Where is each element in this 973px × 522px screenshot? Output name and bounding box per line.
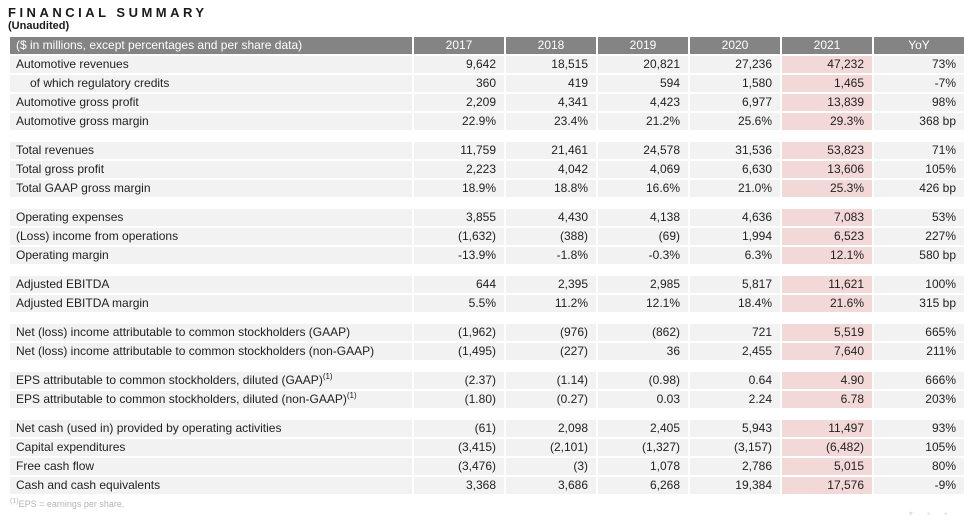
cell-2018: 4,042 <box>506 161 596 178</box>
cell-2018: (2,101) <box>506 439 596 456</box>
row-label-text: Net (loss) income attributable to common stockholders (non-GAAP) <box>16 344 375 358</box>
cell-2020: 5,943 <box>690 420 780 437</box>
row-label <box>10 372 412 389</box>
row-label <box>10 439 412 456</box>
cell-2020: 6,630 <box>690 161 780 178</box>
cell-2018: 419 <box>506 75 596 92</box>
table-row <box>10 477 964 494</box>
cell-yoy: 426 bp <box>874 180 964 197</box>
cell-2018: (227) <box>506 343 596 360</box>
table-row <box>10 247 964 264</box>
cell-2020: 1,994 <box>690 228 780 245</box>
row-label-text: Adjusted EBITDA <box>16 277 110 291</box>
section-spacer <box>10 199 964 207</box>
cell-2020: 4,636 <box>690 209 780 226</box>
cell-2020: 2,786 <box>690 458 780 475</box>
cell-2019: 594 <box>598 75 688 92</box>
table-row <box>10 161 964 178</box>
row-label-superscript: (1) <box>322 372 333 381</box>
cell-2019: 4,423 <box>598 94 688 111</box>
cell-2018: 11.2% <box>506 295 596 312</box>
cell-yoy: 71% <box>874 142 964 159</box>
cell-2020: 6,977 <box>690 94 780 111</box>
section-spacer-cell <box>10 314 964 322</box>
row-label <box>10 477 412 494</box>
table-row <box>10 228 964 245</box>
cell-2017: 3,368 <box>414 477 504 494</box>
cell-2019: 2,985 <box>598 276 688 293</box>
row-label-text: Operating expenses <box>16 210 124 224</box>
cell-yoy: 665% <box>874 324 964 341</box>
cell-2020: 27,236 <box>690 56 780 73</box>
table-row <box>10 343 964 360</box>
cell-2021: 13,606 <box>782 161 872 178</box>
cell-2020: 0.64 <box>690 372 780 389</box>
cell-2020: (3,157) <box>690 439 780 456</box>
cell-2017: 644 <box>414 276 504 293</box>
row-label-text: Capital expenditures <box>16 440 126 454</box>
table-row <box>10 420 964 437</box>
cell-2017: (1.80) <box>414 391 504 408</box>
row-label <box>10 56 412 73</box>
cell-2020: 1,580 <box>690 75 780 92</box>
row-label <box>10 343 412 360</box>
row-label <box>10 391 412 408</box>
row-label <box>10 94 412 111</box>
cell-2017: 5.5% <box>414 295 504 312</box>
row-label <box>10 228 412 245</box>
cell-yoy: 211% <box>874 343 964 360</box>
section-spacer-cell <box>10 199 964 207</box>
cell-2017: (2.37) <box>414 372 504 389</box>
row-label <box>10 180 412 197</box>
cell-2017: 22.9% <box>414 113 504 130</box>
cell-2017: 18.9% <box>414 180 504 197</box>
cell-2020: 25.6% <box>690 113 780 130</box>
section-spacer-cell <box>10 132 964 140</box>
cell-2017: 360 <box>414 75 504 92</box>
table-row <box>10 324 964 341</box>
cell-2018: 18.8% <box>506 180 596 197</box>
column-header-2018: 2018 <box>506 37 596 54</box>
cell-2018: (388) <box>506 228 596 245</box>
cell-2018: 4,430 <box>506 209 596 226</box>
cell-2021: 25.3% <box>782 180 872 197</box>
cell-yoy: 315 bp <box>874 295 964 312</box>
section-spacer-cell <box>10 266 964 274</box>
row-label-text: Automotive revenues <box>16 57 129 71</box>
cell-2018: 2,395 <box>506 276 596 293</box>
cell-2021: 12.1% <box>782 247 872 264</box>
cell-2017: (1,962) <box>414 324 504 341</box>
cell-2018: (0.27) <box>506 391 596 408</box>
cell-2019: 0.03 <box>598 391 688 408</box>
row-label-text: Automotive gross profit <box>16 95 139 109</box>
column-header-2017: 2017 <box>414 37 504 54</box>
row-label-text: Total gross profit <box>16 162 105 176</box>
cell-yoy: 98% <box>874 94 964 111</box>
cell-2017: 9,642 <box>414 56 504 73</box>
row-label-text: Operating margin <box>16 248 109 262</box>
cell-2019: 4,069 <box>598 161 688 178</box>
cell-2021: 13,839 <box>782 94 872 111</box>
pager-icons: ▾ ▪ ▪ <box>908 509 953 518</box>
cell-yoy: 580 bp <box>874 247 964 264</box>
cell-2021: 4.90 <box>782 372 872 389</box>
row-label-text: Net (loss) income attributable to common stockholders (GAAP) <box>16 325 351 339</box>
cell-2017: -13.9% <box>414 247 504 264</box>
cell-2017: 2,209 <box>414 94 504 111</box>
cell-2018: 2,098 <box>506 420 596 437</box>
cell-2018: (976) <box>506 324 596 341</box>
cell-2021: 6,523 <box>782 228 872 245</box>
footnote-text: EPS = earnings per share. <box>18 499 125 509</box>
cell-2020: 2.24 <box>690 391 780 408</box>
row-label-text: Total GAAP gross margin <box>16 181 151 195</box>
row-label <box>10 295 412 312</box>
cell-2021: 7,083 <box>782 209 872 226</box>
section-spacer <box>10 266 964 274</box>
cell-yoy: 368 bp <box>874 113 964 130</box>
row-label-text: Free cash flow <box>16 459 95 473</box>
cell-2020: 5,817 <box>690 276 780 293</box>
cell-2021: 6.78 <box>782 391 872 408</box>
cell-2018: 4,341 <box>506 94 596 111</box>
section-spacer <box>10 132 964 140</box>
financial-summary-table <box>8 35 966 496</box>
cell-2021: 1,465 <box>782 75 872 92</box>
cell-yoy: -7% <box>874 75 964 92</box>
column-header-2019: 2019 <box>598 37 688 54</box>
section-spacer <box>10 314 964 322</box>
cell-2021: 29.3% <box>782 113 872 130</box>
cell-2018: 23.4% <box>506 113 596 130</box>
cell-2021: 11,497 <box>782 420 872 437</box>
cell-2017: (61) <box>414 420 504 437</box>
cell-2019: 16.6% <box>598 180 688 197</box>
cell-2020: 31,536 <box>690 142 780 159</box>
cell-2021: 7,640 <box>782 343 872 360</box>
cell-2020: 2,455 <box>690 343 780 360</box>
cell-yoy: 666% <box>874 372 964 389</box>
cell-2019: -0.3% <box>598 247 688 264</box>
cell-2021: 53,823 <box>782 142 872 159</box>
cell-2017: (1,495) <box>414 343 504 360</box>
cell-2019: 36 <box>598 343 688 360</box>
cell-2021: 11,621 <box>782 276 872 293</box>
cell-yoy: 105% <box>874 439 964 456</box>
cell-2019: (862) <box>598 324 688 341</box>
cell-2018: (1.14) <box>506 372 596 389</box>
cell-2018: -1.8% <box>506 247 596 264</box>
row-label <box>10 420 412 437</box>
cell-2017: (3,476) <box>414 458 504 475</box>
cell-2021: (6,482) <box>782 439 872 456</box>
table-row <box>10 209 964 226</box>
row-label-text: Automotive gross margin <box>16 114 149 128</box>
cell-2018: 3,686 <box>506 477 596 494</box>
cell-yoy: 73% <box>874 56 964 73</box>
cell-2019: 21.2% <box>598 113 688 130</box>
table-row <box>10 458 964 475</box>
row-label <box>10 75 412 92</box>
table-row <box>10 56 964 73</box>
table-row <box>10 75 964 92</box>
table-row <box>10 372 964 389</box>
table-row <box>10 180 964 197</box>
row-label-text: EPS attributable to common stockholders, diluted (non-GAAP) <box>16 392 347 406</box>
cell-2018: 21,461 <box>506 142 596 159</box>
table-row <box>10 391 964 408</box>
row-label-text: Adjusted EBITDA margin <box>16 296 149 310</box>
cell-2021: 17,576 <box>782 477 872 494</box>
cell-2019: 12.1% <box>598 295 688 312</box>
page-subtitle: (Unaudited) <box>8 20 70 32</box>
table-header-row <box>10 37 964 54</box>
row-label <box>10 142 412 159</box>
cell-2018: 18,515 <box>506 56 596 73</box>
row-label-superscript: (1) <box>346 391 357 400</box>
cell-yoy: -9% <box>874 477 964 494</box>
cell-2021: 21.6% <box>782 295 872 312</box>
cell-yoy: 227% <box>874 228 964 245</box>
row-label-text: EPS attributable to common stockholders, diluted (GAAP) <box>16 373 323 387</box>
cell-2017: 3,855 <box>414 209 504 226</box>
row-label <box>10 113 412 130</box>
cell-2018: (3) <box>506 458 596 475</box>
column-header-2021: 2021 <box>782 37 872 54</box>
cell-2020: 19,384 <box>690 477 780 494</box>
cell-2017: (3,415) <box>414 439 504 456</box>
table-row <box>10 113 964 130</box>
table-row <box>10 94 964 111</box>
row-label-text: Net cash (used in) provided by operating activities <box>16 421 282 435</box>
cell-2020: 18.4% <box>690 295 780 312</box>
cell-yoy: 93% <box>874 420 964 437</box>
row-label <box>10 324 412 341</box>
table-row <box>10 295 964 312</box>
footnote-superscript: (1) <box>10 498 19 505</box>
row-label-text: Cash and cash equivalents <box>16 478 161 492</box>
table-header-label: ($ in millions, except percentages and per share data) <box>10 37 412 54</box>
cell-yoy: 105% <box>874 161 964 178</box>
table-row <box>10 142 964 159</box>
cell-2017: 11,759 <box>414 142 504 159</box>
cell-2019: 2,405 <box>598 420 688 437</box>
cell-2019: 24,578 <box>598 142 688 159</box>
cell-2019: 20,821 <box>598 56 688 73</box>
cell-yoy: 53% <box>874 209 964 226</box>
row-label <box>10 276 412 293</box>
footnote <box>10 499 966 509</box>
table-row <box>10 276 964 293</box>
column-header-yoy: YoY <box>874 37 964 54</box>
row-label-text: Total revenues <box>16 143 95 157</box>
section-spacer-cell <box>10 362 964 370</box>
row-label <box>10 247 412 264</box>
cell-2020: 21.0% <box>690 180 780 197</box>
cell-yoy: 203% <box>874 391 964 408</box>
cell-2021: 5,519 <box>782 324 872 341</box>
row-label <box>10 161 412 178</box>
cell-yoy: 100% <box>874 276 964 293</box>
section-spacer <box>10 410 964 418</box>
page-title: FINANCIAL SUMMARY <box>8 5 208 20</box>
cell-2019: 1,078 <box>598 458 688 475</box>
cell-2019: (1,327) <box>598 439 688 456</box>
cell-yoy: 80% <box>874 458 964 475</box>
cell-2019: 4,138 <box>598 209 688 226</box>
cell-2020: 721 <box>690 324 780 341</box>
section-spacer-cell <box>10 410 964 418</box>
cell-2017: 2,223 <box>414 161 504 178</box>
cell-2020: 6.3% <box>690 247 780 264</box>
column-header-2020: 2020 <box>690 37 780 54</box>
section-spacer <box>10 362 964 370</box>
row-label-text: of which regulatory credits <box>30 76 170 90</box>
cell-2021: 47,232 <box>782 56 872 73</box>
row-label <box>10 209 412 226</box>
cell-2017: (1,632) <box>414 228 504 245</box>
cell-2021: 5,015 <box>782 458 872 475</box>
table-row <box>10 439 964 456</box>
row-label <box>10 458 412 475</box>
cell-2019: (0.98) <box>598 372 688 389</box>
cell-2019: 6,268 <box>598 477 688 494</box>
row-label-text: (Loss) income from operations <box>16 229 179 243</box>
cell-2019: (69) <box>598 228 688 245</box>
